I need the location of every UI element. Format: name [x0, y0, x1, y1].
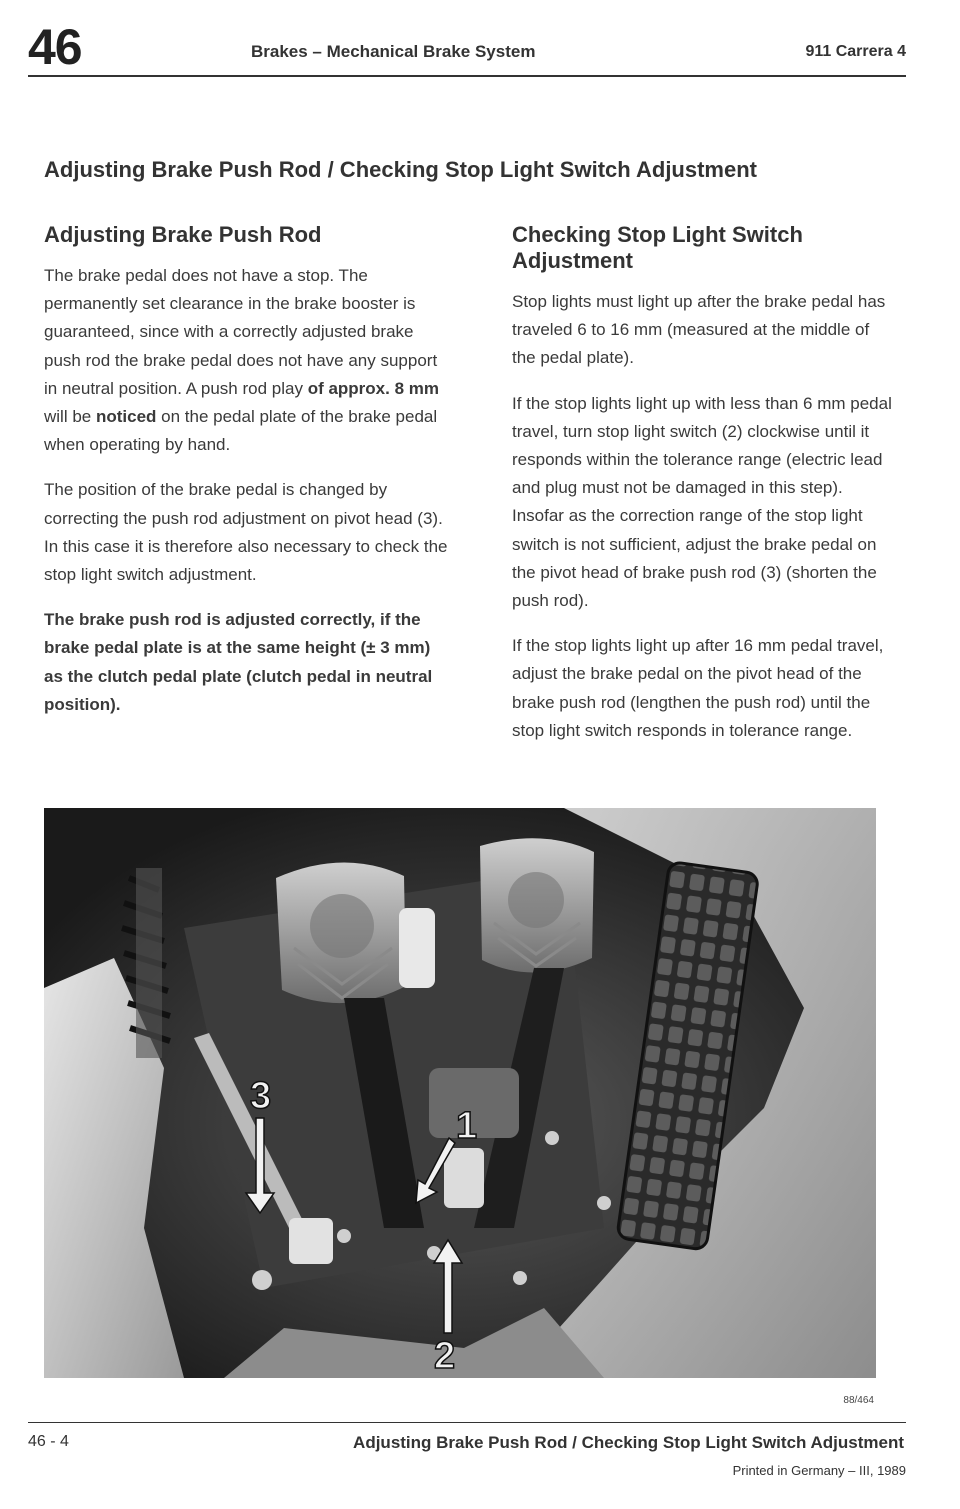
- page-title: Adjusting Brake Push Rod / Checking Stop Light Switch Adjustment: [44, 157, 757, 182]
- left-paragraph-3: The brake push rod is adjusted correctly, if the brake pedal plate is at the same height (± 3 mm) as the clutch pedal plate (clutch pedal in neutral position).: [44, 610, 433, 714]
- callout-3: 3: [250, 1075, 272, 1117]
- pedal-assembly-photo: [44, 808, 876, 1378]
- printed-note: Printed in Germany – III, 1989: [732, 1463, 906, 1478]
- left-paragraph-1: [44, 262, 449, 459]
- right-column: [512, 222, 897, 762]
- page-header: [28, 18, 906, 74]
- header-rule: [28, 75, 906, 77]
- header-model: 911 Carrera 4: [805, 43, 906, 60]
- text-run: will be: [44, 407, 96, 427]
- bold-run: noticed: [95, 407, 157, 427]
- callout-2: 2: [434, 1335, 456, 1377]
- figure-reference: 88/464: [843, 1395, 874, 1406]
- chapter-number: 46: [28, 19, 82, 75]
- text-run: on the pedal plate of the brake pedal when operating by hand.: [44, 407, 438, 455]
- right-paragraph-3: If the stop lights light up after 16 mm pedal travel, adjust the brake pedal on the pivot head of the brake push rod (lengthen the push rod) until the stop light switch responds in tolerance range.: [512, 636, 884, 740]
- footer-rule: [28, 1422, 906, 1423]
- callout-1: 1: [456, 1105, 478, 1147]
- header-title: Brakes – Mechanical Brake System: [251, 42, 536, 61]
- right-heading: Checking Stop Light Switch Adjustment: [512, 222, 803, 273]
- bold-run: of approx. 8 mm: [307, 378, 439, 398]
- right-paragraph-2: If the stop lights light up with less than 6 mm pedal travel, turn stop light switch (2) clockwise until it responds within the tolerance range (electric lead and plug must not be damaged in this step). Insofar as the correction range of the stop light switch is not sufficient, adjust the brake pedal on the pivot head of brake push rod (3) (shorten the push rod).: [512, 393, 892, 611]
- left-heading: Adjusting Brake Push Rod: [44, 222, 322, 247]
- photo-illustration: [44, 808, 876, 1378]
- text-run: The brake pedal does not have a stop. The permanently set clearance in the brake booster is guaranteed, since with a correctly adjusted brake push rod the brake pedal does not have any support in neutral position. A push rod play: [44, 266, 438, 398]
- page-number: 46 - 4: [28, 1433, 69, 1450]
- left-paragraph-2: The position of the brake pedal is changed by correcting the push rod adjustment on pivot head (3). In this case it is therefore also necessary to check the stop light switch adjustment.: [44, 480, 448, 585]
- left-column: [44, 222, 449, 736]
- right-paragraph-1: Stop lights must light up after the brake pedal has traveled 6 to 16 mm (measured at the middle of the pedal plate).: [512, 292, 886, 368]
- footer-title: Adjusting Brake Push Rod / Checking Stop Light Switch Adjustment: [353, 1433, 904, 1452]
